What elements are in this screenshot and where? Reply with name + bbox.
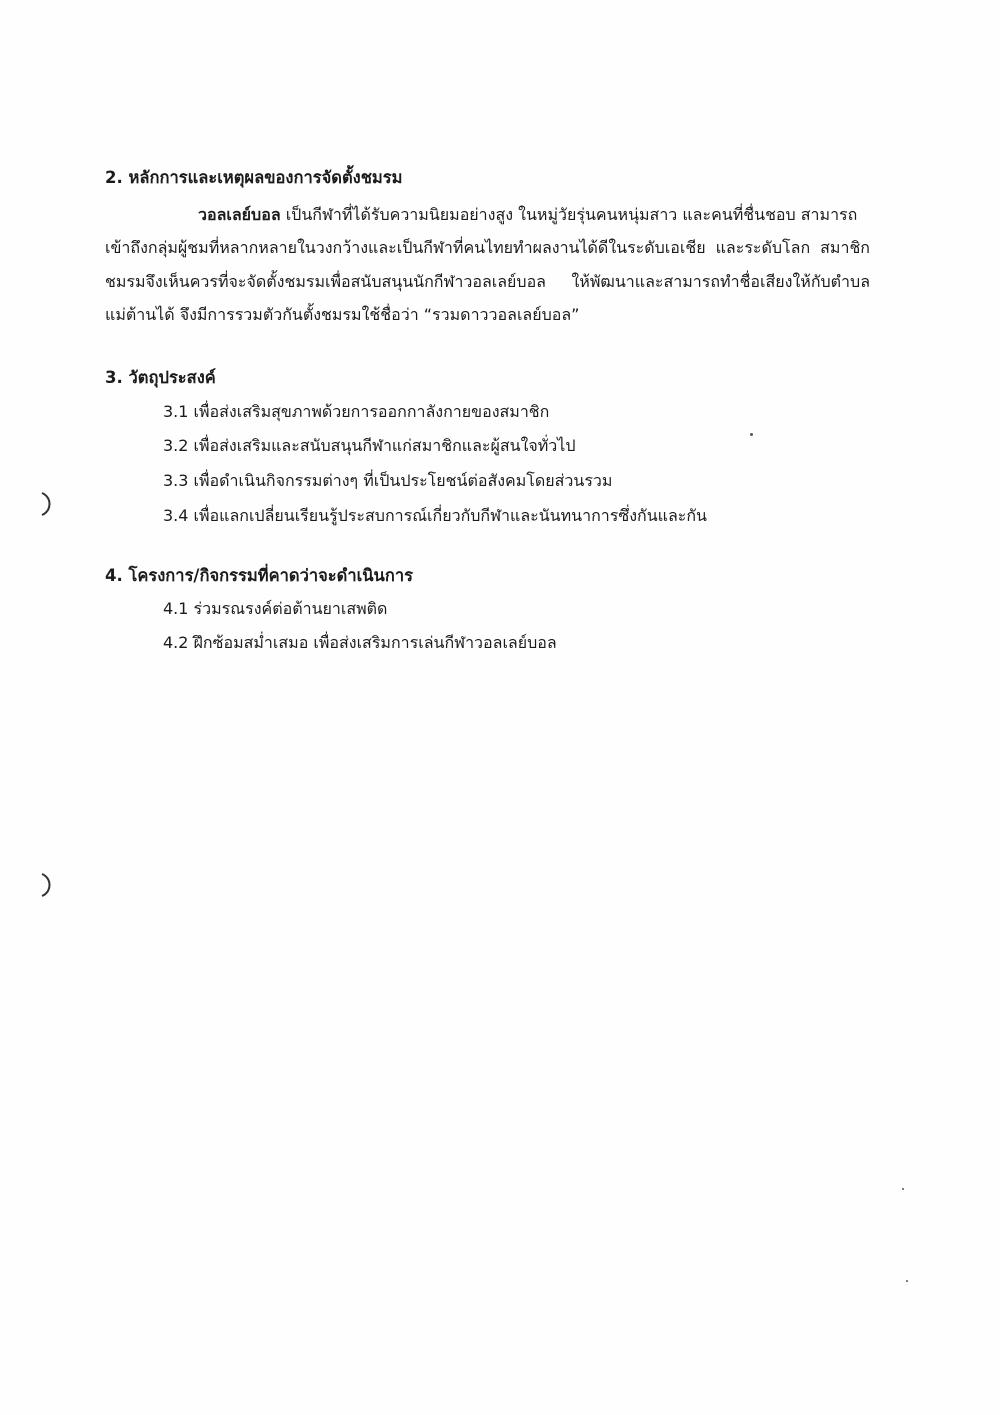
section-2-paragraph-line-2: เข้าถึงกลุ่มผู้ชมที่หลากหลายในวงกว้างและเป็นกีฬาที่คนไทยทำผลงานได้ดีในระดับเอเชีย และระดับโลก สมาชิก: [105, 238, 870, 257]
scan-speck: [902, 1188, 904, 1190]
objective-item: 3.3 เพื่อดำเนินกิจกรรมต่างๆ ที่เป็นประโยชน์ต่อสังคมโดยส่วนรวม: [163, 471, 613, 490]
lead-bold-term: วอลเลย์บอล: [198, 205, 281, 224]
scan-speck: [750, 433, 753, 436]
section-2-paragraph-line-1: [198, 203, 857, 227]
section-2-paragraph-line-4: แม่ต้านได้ จึงมีการรวมตัวกันตั้งชมรมใช้ชื่อว่า “รวมดาววอลเลย์บอล”: [105, 305, 580, 324]
section-4-heading: 4. โครงการ/กิจกรรมที่คาดว่าจะดำเนินการ: [105, 566, 413, 585]
objective-item: 3.1 เพื่อส่งเสริมสุขภาพด้วยการออกกาลังกายของสมาชิก: [163, 402, 550, 421]
objective-item: 3.2 เพื่อส่งเสริมและสนับสนุนกีฬาแก่สมาชิกและผู้สนใจทั่วไป: [163, 436, 576, 455]
activity-item: 4.2 ฝึกซ้อมสม่ำเสมอ เพื่อส่งเสริมการเล่นกีฬาวอลเลย์บอล: [163, 633, 557, 652]
scan-speck: [906, 1280, 908, 1282]
punch-hole-mark: [38, 872, 56, 898]
objective-item: 3.4 เพื่อแลกเปลี่ยนเรียนรู้ประสบการณ์เกี่ยวกับกีฬาและนันทนาการซึ่งกันและกัน: [163, 506, 707, 525]
activity-item: 4.1 ร่วมรณรงค์ต่อต้านยาเสพติด: [163, 599, 388, 618]
punch-hole-mark: [38, 491, 56, 517]
section-2-paragraph-line-3: ชมรมจึงเห็นควรที่จะจัดตั้งชมรมเพื่อสนับสนุนนักกีฬาวอลเลย์บอล ให้พัฒนาและสามารถทำชื่อเสียงให้กับตำบล: [105, 272, 870, 291]
line-1-text: เป็นกีฬาที่ได้รับความนิยมอย่างสูง ในหมู่วัยรุ่นคนหนุ่มสาว และคนที่ชื่นชอบ สามารถ: [280, 205, 858, 224]
section-2-heading: 2. หลักการและเหตุผลของการจัดตั้งชมรม: [105, 168, 403, 187]
section-3-heading: 3. วัตถุประสงค์: [105, 368, 216, 387]
